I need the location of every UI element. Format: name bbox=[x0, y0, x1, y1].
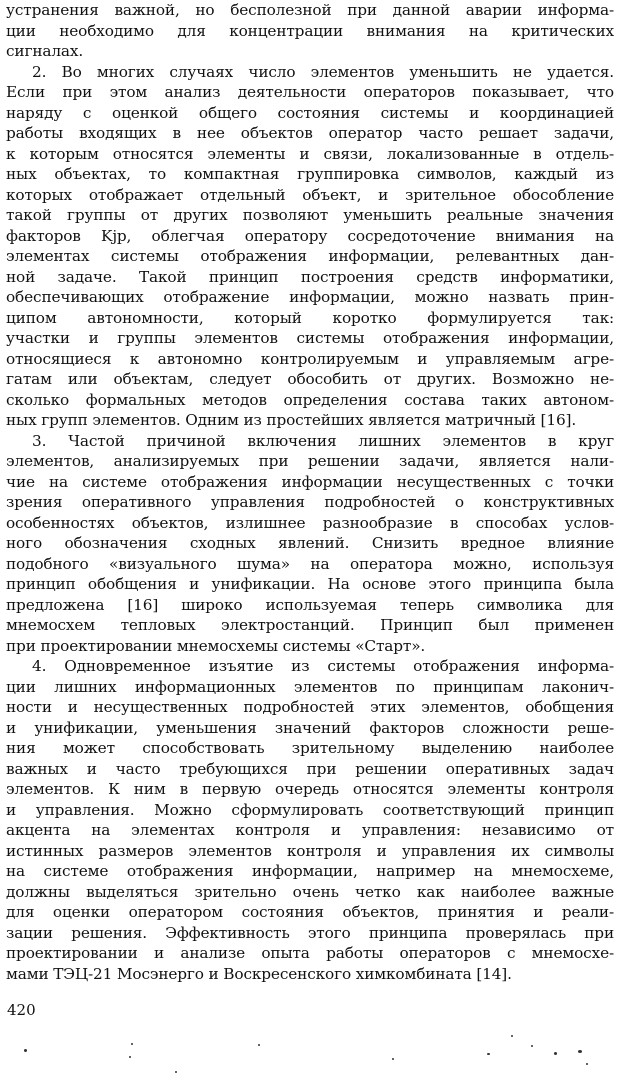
text-line: участки и группы элементов системы отображения информации, bbox=[6, 329, 614, 347]
text-line: ности и несущественных подробностей этих элементов, обобщения bbox=[6, 698, 614, 716]
scan-speck bbox=[392, 1058, 394, 1060]
scan-speck bbox=[24, 1049, 27, 1052]
scan-speck bbox=[586, 1063, 588, 1065]
text-line: предложена [16] широко используемая теперь символика для bbox=[6, 595, 614, 614]
text-line: истинных размеров элементов контроля и управления их символы bbox=[6, 841, 614, 860]
text-line: ния может способствовать зрительному выделению наиболее bbox=[6, 739, 614, 757]
scan-speck bbox=[511, 1035, 513, 1037]
text-line: проектировании и анализе опыта работы операторов с мнемосхе- bbox=[6, 944, 614, 962]
text-line: ной задаче. Такой принцип построения средств информатики, bbox=[6, 267, 614, 286]
text-line: на системе отображения информации, например на мнемосхеме, bbox=[6, 862, 614, 880]
text-line: сигналах. bbox=[6, 42, 84, 60]
text-line: для оценки оператором состояния объектов, принятия и реали- bbox=[6, 903, 614, 921]
text-line: мами ТЭЦ-21 Мосэнерго и Воскресенского химкомбината [14]. bbox=[6, 964, 512, 983]
scan-speck bbox=[487, 1053, 490, 1055]
text-line: чие на системе отображения информации несущественных с точки bbox=[6, 472, 614, 491]
text-line: ции необходимо для концентрации внимания на критических bbox=[6, 21, 614, 40]
text-line: принцип обобщения и унификации. На основе этого принципа была bbox=[6, 575, 614, 593]
text-line: акцента на элементах контроля и управления: независимо от bbox=[6, 821, 614, 839]
text-line: мнемосхем тепловых электростанций. Принцип был применен bbox=[6, 616, 614, 634]
text-line: устранения важной, но бесполезной при данной аварии информа- bbox=[6, 1, 614, 19]
text-line: ного обозначения сходных явлений. Снизить вредное влияние bbox=[6, 534, 614, 552]
text-line: должны выделяться зрительно очень четко как наиболее важные bbox=[6, 882, 614, 901]
scan-speck bbox=[129, 1056, 131, 1058]
text-line: Если при этом анализ деятельности операторов показывает, что bbox=[6, 83, 614, 101]
text-line: элементов, анализируемых при решении задачи, является нали- bbox=[6, 452, 614, 470]
text-line: зации решения. Эффективность этого принципа проверялась при bbox=[6, 923, 614, 942]
text-line: 4. Одновременное изъятие из системы отображения информа- bbox=[32, 657, 614, 675]
text-line: сколько формальных методов определения состава таких автоном- bbox=[6, 390, 614, 409]
text-line: наряду с оценкой общего состояния системы и координацией bbox=[6, 103, 614, 122]
text-line: ных объектах, то компактная группировка символов, каждый из bbox=[6, 165, 614, 183]
text-line: относящиеся к автономно контролируемым и управляемым агре- bbox=[6, 349, 614, 368]
text-line: 3. Частой причиной включения лишних элементов в круг bbox=[32, 431, 614, 450]
page-number: 420 bbox=[7, 1001, 36, 1019]
text-line: и управления. Можно сформулировать соответствующий принцип bbox=[6, 800, 614, 819]
text-line: которых отображает отдельный объект, и зрительное обособление bbox=[6, 185, 614, 204]
scan-speck bbox=[175, 1071, 177, 1073]
text-line: элементах системы отображения информации, релевантных дан- bbox=[6, 247, 614, 265]
text-line: ных групп элементов. Одним из простейших является матричный [16]. bbox=[6, 411, 577, 429]
text-line: подобного «визуального шума» на оператора можно, используя bbox=[6, 554, 614, 573]
text-line: важных и часто требующихся при решении оперативных задач bbox=[6, 759, 614, 778]
text-line: особенностях объектов, излишнее разнообразие в способах услов- bbox=[6, 513, 614, 532]
text-line: ции лишних информационных элементов по принципам лаконич- bbox=[6, 677, 614, 696]
scan-speck bbox=[131, 1043, 133, 1045]
text-line: ципом автономности, который коротко формулируется так: bbox=[6, 308, 614, 327]
text-line: и унификации, уменьшения значений факторов сложности реше- bbox=[6, 718, 614, 737]
text-line: такой группы от других позволяют уменьшить реальные значения bbox=[6, 206, 614, 224]
text-line: элементов. К ним в первую очередь относятся элементы контроля bbox=[6, 780, 614, 798]
text-line: зрения оперативного управления подробностей о конструктивных bbox=[6, 493, 614, 511]
scan-speck bbox=[578, 1050, 582, 1053]
scan-speck bbox=[554, 1052, 557, 1055]
text-line: гатам или объектам, следует обособить от других. Возможно не- bbox=[6, 370, 614, 388]
text-line: факторов Kjp, облегчая оператору сосредоточение внимания на bbox=[6, 226, 614, 245]
text-line: обеспечивающих отображение информации, можно назвать прин- bbox=[6, 288, 614, 306]
text-line: работы входящих в нее объектов оператор часто решает задачи, bbox=[6, 124, 614, 142]
scan-speck bbox=[531, 1045, 533, 1047]
text-line: 2. Во многих случаях число элементов уменьшить не удается. bbox=[32, 62, 614, 81]
scan-speck bbox=[258, 1044, 260, 1046]
text-line: при проектировании мнемосхемы системы «Старт». bbox=[6, 636, 426, 655]
text-line: к которым относятся элементы и связи, локализованные в отдель- bbox=[6, 144, 614, 163]
body-text bbox=[6, 0, 614, 984]
